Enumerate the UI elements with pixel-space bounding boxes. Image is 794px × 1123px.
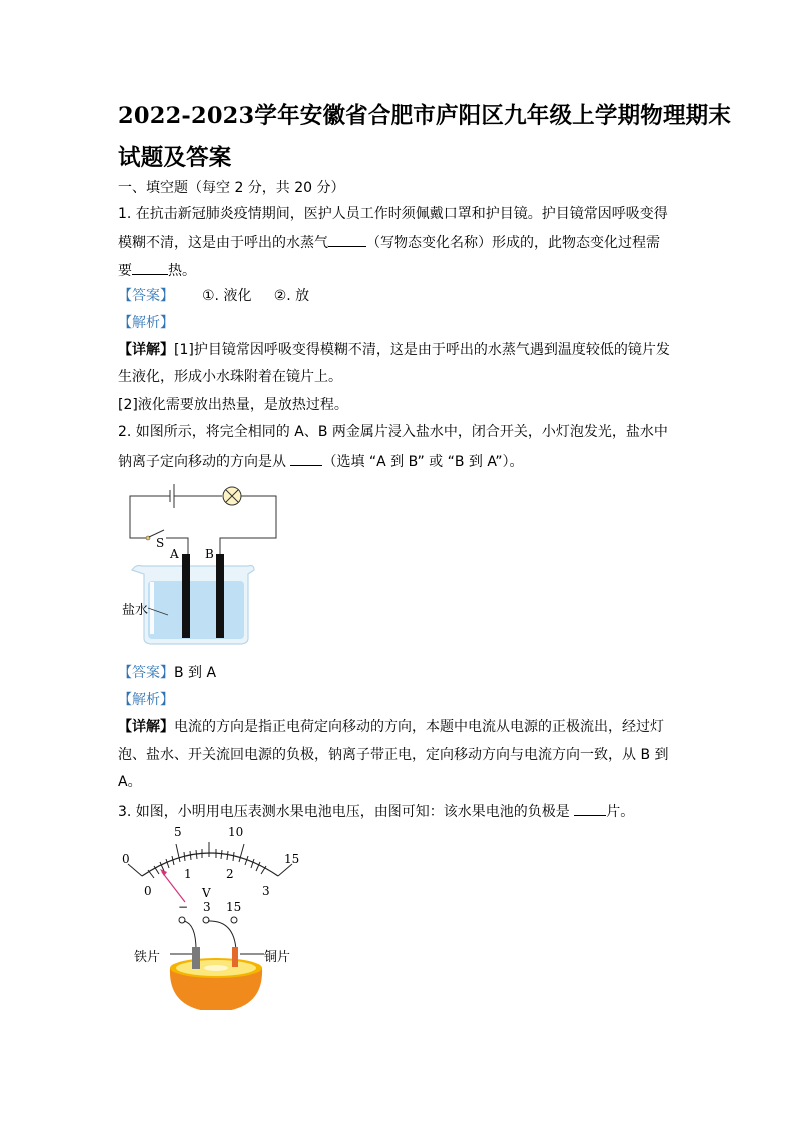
terminal-3-label: 3 [203, 900, 211, 914]
document-title-line2: 试题及答案 [118, 145, 232, 171]
q2-text-part-b: （选填 “A 到 B” 或 “B 到 A”）。 [322, 454, 524, 470]
copper-plate-label: 铜片 [264, 950, 291, 965]
outer-scale-0: 0 [122, 852, 130, 866]
outer-scale-10: 10 [228, 825, 244, 839]
q1-blank-2 [132, 260, 168, 275]
iron-plate [192, 947, 200, 969]
electrode-a-label: A [170, 547, 179, 561]
answer-label: 【答案】 [118, 665, 174, 681]
q2-detail-line3: A。 [118, 774, 142, 790]
salt-water-circuit-figure [118, 478, 298, 648]
q1-blank-1 [328, 232, 366, 247]
q2-answer [118, 664, 216, 682]
outer-scale-15: 15 [284, 852, 300, 866]
q2-detail-line1 [118, 718, 664, 736]
q2-text-line1: 2. 如图所示，将完全相同的 A、B 两金属片浸入盐水中，闭合开关，小灯泡发光，盐水中 [118, 424, 668, 440]
q1-text-line2 [118, 232, 660, 252]
voltmeter-diagram [112, 820, 308, 1010]
q1-text-line3 [118, 260, 196, 280]
q1-detail-text1: [1]护目镜常因呼吸变得模糊不清，这是由于呼出的水蒸气遇到温度较低的镜片发 [174, 342, 670, 358]
q1-analysis-label: 【解析】 [118, 315, 174, 331]
unit-label: V [202, 886, 211, 900]
electrode-b-label: B [205, 547, 214, 561]
terminal-15-label: 15 [226, 900, 242, 914]
terminal-negative-label: − [178, 900, 189, 914]
q1-text-part-d: 热。 [168, 263, 196, 279]
q2-analysis-label: 【解析】 [118, 692, 174, 708]
q2-detail-text1: 电流的方向是指正电荷定向移动的方向，本题中电流从电源的正极流出，经过灯 [174, 719, 664, 735]
switch-label: S [156, 536, 165, 550]
salt-water-label: 盐水 [122, 603, 149, 618]
document-title-line1: 2022-2023学年安徽省合肥市庐阳区九年级上学期物理期末 [118, 103, 732, 129]
terminal-3 [203, 917, 209, 923]
inner-scale-3: 3 [262, 884, 270, 898]
q3-text-part-a: 3. 如图，小明用电压表测水果电池电压，由图可知：该水果电池的负极是 [118, 804, 575, 820]
circuit-diagram [118, 478, 298, 648]
q2-detail-line2: 泡、盐水、开关流回电源的负极，钠离子带正电，定向移动方向与电流方向一致，从 B 到 [118, 747, 669, 763]
q1-detail-line3: [2]液化需要放出热量，是放热过程。 [118, 397, 348, 413]
q1-text-part-c: 要 [118, 263, 132, 279]
section-heading: 一、填空题（每空 2 分，共 20 分） [118, 180, 345, 196]
answer-label: 【答案】 [118, 288, 174, 304]
copper-plate [232, 947, 238, 967]
q1-answer-text: ①. 液化 ②. 放 [202, 288, 310, 304]
q1-detail-line1 [118, 341, 670, 359]
q1-answer [118, 287, 309, 305]
q1-text-line1: 1. 在抗击新冠肺炎疫情期间，医护人员工作时须佩戴口罩和护目镜。护目镜常因呼吸变得 [118, 206, 668, 222]
inner-scale-1: 1 [184, 867, 192, 881]
q3-blank [574, 801, 606, 816]
q1-text-part-b: （写物态变化名称）形成的，此物态变化过程需 [366, 235, 660, 251]
electrode-b [216, 554, 224, 638]
terminal-negative [179, 917, 185, 923]
outer-scale-5: 5 [174, 825, 182, 839]
q3-text-part-b: 片。 [606, 804, 635, 820]
q2-blank [290, 451, 322, 466]
q2-text-part-a: 钠离子定向移动的方向是从 [118, 454, 291, 470]
fruit-battery-figure [112, 820, 308, 1010]
detail-label: 【详解】 [118, 719, 174, 735]
q2-answer-text: B 到 A [174, 665, 217, 681]
terminal-15 [231, 917, 237, 923]
q3-text-line1 [118, 801, 634, 821]
needle [162, 872, 185, 902]
iron-plate-label: 铁片 [134, 950, 161, 965]
detail-label: 【详解】 [118, 342, 174, 358]
inner-scale-2: 2 [226, 867, 234, 881]
q1-text-part-a: 模糊不清，这是由于呼出的水蒸气 [118, 235, 328, 251]
q2-text-line2 [118, 451, 523, 471]
q1-detail-line2: 生液化，形成小水珠附着在镜片上。 [118, 369, 342, 385]
electrode-a [182, 554, 190, 638]
inner-scale-0: 0 [144, 884, 152, 898]
